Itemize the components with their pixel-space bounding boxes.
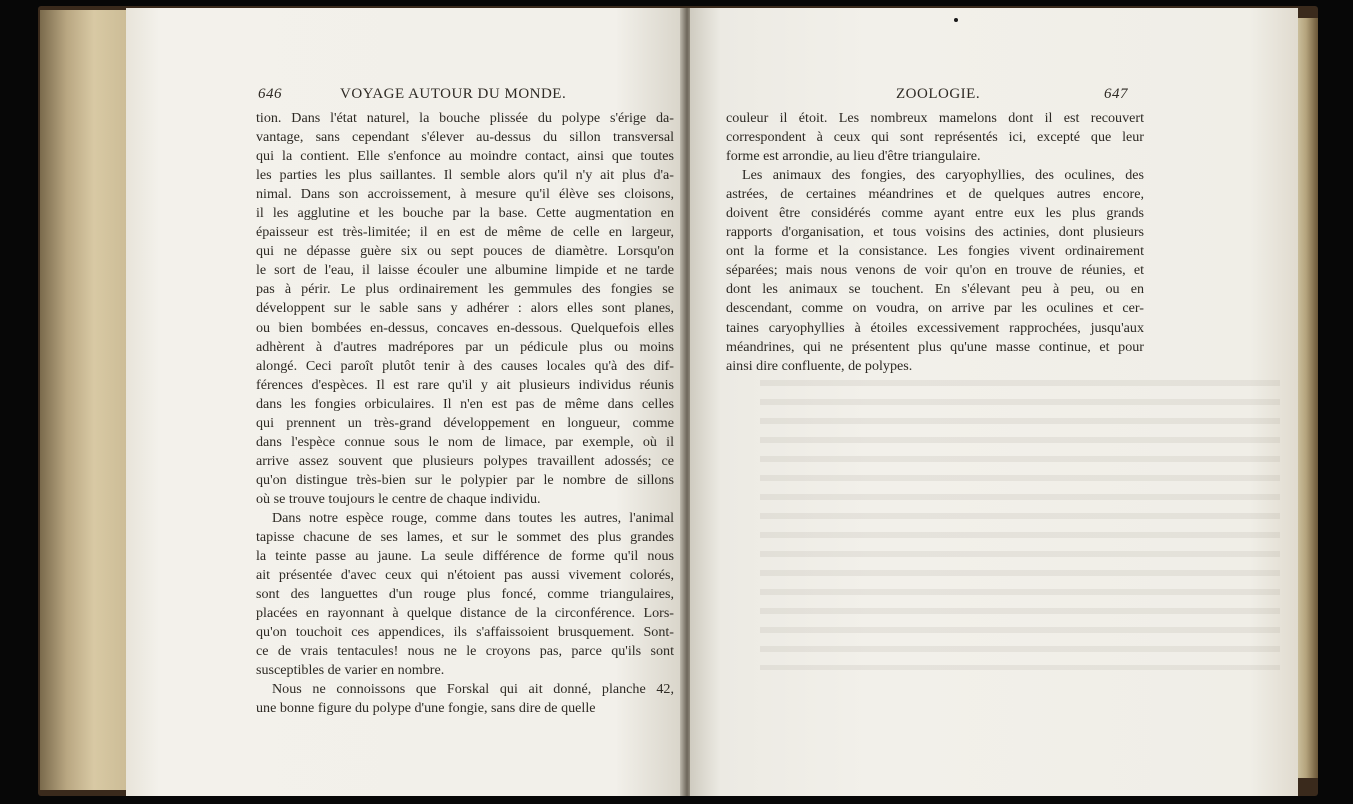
- text-line: astrées, de certaines méandrines et de quelques autres encore,: [726, 186, 1144, 203]
- text-line: dans les fongies orbiculaires. Il n'en est pas de même dans celles: [256, 395, 674, 412]
- text-line: forme est arrondie, au lieu d'être triangulaire.: [726, 148, 981, 165]
- text-line: Dans notre espèce rouge, comme dans toutes les autres, l'animal: [272, 509, 674, 526]
- text-line: qui prennent un très-grand développement en longueur, comme: [256, 414, 674, 431]
- text-line: placées en rayonnant à quelque distance de la circonférence. Lors-: [256, 605, 674, 622]
- right-page-edges: [1296, 18, 1318, 778]
- right-running-head: ZOOLOGIE.: [896, 86, 981, 102]
- text-line: ont la forme et la consistance. Les fongies vivent ordinairement: [726, 243, 1144, 260]
- text-line: épaisseur est très-limitée; il en est de même de celle en largeur,: [256, 224, 674, 241]
- text-line: férences d'espèces. Il est rare qu'il y ait plusieurs individus réunis: [256, 376, 674, 393]
- text-line: doivent être considérés comme ayant entre eux les plus grands: [726, 205, 1144, 222]
- left-page-header: [258, 86, 678, 108]
- text-line: sont des languettes d'un rouge plus foncé, comme triangulaires,: [256, 586, 674, 603]
- right-page-header: [726, 86, 1146, 108]
- text-line: une bonne figure du polype d'une fongie, sans dire de quelle: [256, 700, 596, 717]
- text-line: qui la contient. Elle s'enfonce au moindre contact, ainsi que toutes: [256, 148, 674, 165]
- left-running-head: VOYAGE AUTOUR DU MONDE.: [340, 86, 567, 102]
- text-line: Nous ne connoissons que Forskal qui ait donné, planche 42,: [272, 681, 674, 698]
- text-line: ce de vrais tentacules! nous ne le croyons pas, parce qu'ils sont: [256, 643, 674, 660]
- text-line: couleur il étoit. Les nombreux mamelons dont il est recouvert: [726, 110, 1144, 126]
- right-page: [690, 8, 1298, 796]
- text-line: tapisse chacune de ses lames, et sur le sommet des plus grandes: [256, 529, 674, 546]
- text-line: arrive assez souvent que plusieurs polypes travaillent adossés; ce: [256, 452, 674, 469]
- page-mark: [954, 18, 958, 22]
- text-line: séparées; mais nous venons de voir qu'on en trouve de réunies, et: [726, 262, 1144, 279]
- text-line: descendant, comme on voudra, on arrive par les oculines et cer-: [726, 300, 1144, 317]
- text-line: il les agglutine et les bouche par la base. Cette augmentation en: [256, 205, 674, 222]
- text-line: taines caryophyllies à étoiles excessivement rapprochées, jusqu'aux: [726, 319, 1144, 336]
- left-page: [126, 8, 682, 796]
- text-line: nimal. Dans son accroissement, à mesure qu'il élève ses cloisons,: [256, 186, 674, 203]
- text-line: rapports d'organisation, et tous voisins des actinies, dont plusieurs: [726, 224, 1144, 241]
- text-line: ainsi dire confluente, de polypes.: [726, 357, 913, 374]
- text-line: qui ne dépasse guère six ou sept pouces de diamètre. Lorsqu'on: [256, 243, 674, 260]
- left-page-number: 646: [258, 86, 282, 102]
- left-page-edges: [40, 10, 130, 790]
- right-page-body: [726, 109, 1144, 376]
- text-line: où se trouve toujours le centre de chaque individu.: [256, 490, 541, 507]
- text-line: qu'on touchoit ces appendices, ils s'affaissoient brusquement. Sont-: [256, 624, 674, 641]
- text-line: alongé. Ceci paroît plutôt tenir à des causes locales qu'à des dif-: [256, 357, 674, 374]
- text-line: méandrines, qui ne présentent plus qu'une masse continue, et pour: [726, 338, 1144, 355]
- text-line: susceptibles de varier en nombre.: [256, 662, 445, 679]
- text-line: dans l'espèce connue sous le nom de limace, par exemple, où il: [256, 433, 674, 450]
- right-page-number: 647: [1104, 86, 1128, 102]
- text-line: vantage, sans cependant s'élever au-dessus du sillon transversal: [256, 129, 674, 146]
- text-line: le sort de l'eau, il laisse écouler une albumine limpide et ne tarde: [256, 262, 674, 279]
- text-line: développent sur le sable sans y adhérer : alors elles sont planes,: [256, 300, 674, 317]
- text-line: dont les animaux se touchent. En s'élevant peu à peu, ou en: [726, 281, 1144, 298]
- text-line: ait présentée d'avec ceux qui n'étoient pas aussi vivement colorés,: [256, 567, 674, 584]
- text-line: tion. Dans l'état naturel, la bouche plissée du polype s'érige da-: [256, 110, 674, 126]
- text-line: qu'on distingue très-bien sur le polypier par le nombre de sillons: [256, 471, 674, 488]
- left-page-body: [256, 109, 674, 719]
- text-line: la teinte passe au jaune. La seule différence de forme qu'il nous: [256, 548, 674, 565]
- text-line: pas à périr. Le plus ordinairement les gemmules des fongies se: [256, 281, 674, 298]
- text-line: les parties les plus saillantes. Il semble alors qu'il n'y ait plus d'a-: [256, 167, 674, 184]
- text-line: ou bien bombées en-dessus, concaves en-dessous. Quelquefois elles: [256, 319, 674, 336]
- text-line: adhèrent à d'autres madrépores par un pédicule plus ou moins: [256, 338, 674, 355]
- text-line: correspondent à ceux qui sont représentés ici, excepté que leur: [726, 129, 1144, 146]
- text-line: Les animaux des fongies, des caryophyllies, des oculines, des: [742, 167, 1144, 184]
